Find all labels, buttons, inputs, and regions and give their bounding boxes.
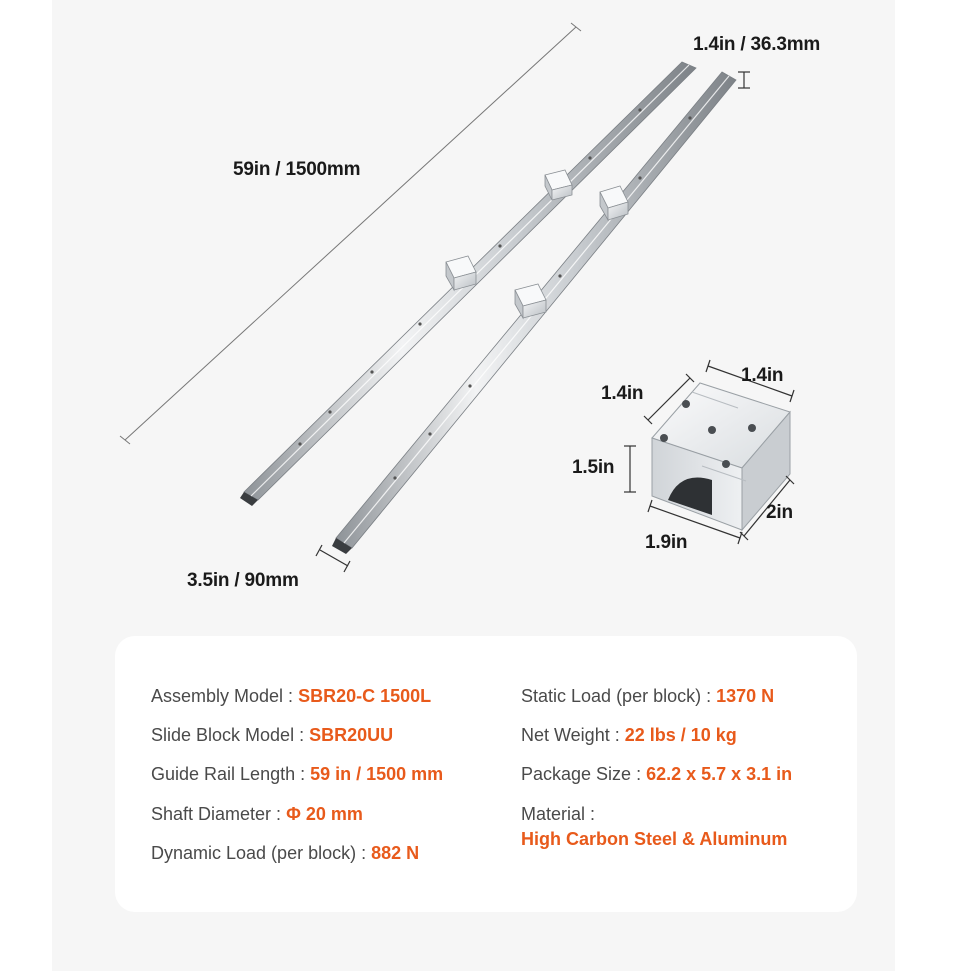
block-top-width-label: 1.4in (741, 365, 784, 386)
specifications-card (115, 636, 857, 912)
spec-guide-rail-length: Guide Rail Length : 59 in / 1500 mm (151, 764, 444, 784)
slide-block-2 (446, 256, 476, 290)
spec-dynamic-load: Dynamic Load (per block) : 882 N (151, 843, 420, 863)
spec-assembly-model: Assembly Model : SBR20-C 1500L (151, 686, 432, 706)
block-width-label: 1.9in (645, 532, 688, 553)
rail-height-marker (738, 72, 750, 88)
spec-slide-block-model: Slide Block Model : SBR20UU (151, 725, 394, 745)
spec-net-weight: Net Weight : 22 lbs / 10 kg (521, 725, 737, 745)
block-top-depth-label: 1.4in (601, 383, 644, 404)
block-length-label: 2in (766, 502, 793, 523)
spec-package-size: Package Size : 62.2 x 5.7 x 3.1 in (521, 764, 793, 784)
rail-spacing-label: 3.5in / 90mm (187, 570, 299, 591)
spec-shaft-diameter: Shaft Diameter : Φ 20 mm (151, 804, 363, 824)
slide-block-4 (515, 284, 546, 318)
spec-static-load: Static Load (per block) : 1370 N (521, 686, 775, 706)
rail-length-label: 59in / 1500mm (233, 159, 361, 180)
rail-height-label: 1.4in / 36.3mm (693, 34, 821, 55)
block-height-label: 1.5in (572, 457, 615, 478)
spec-material-label: Material : (521, 804, 596, 824)
spec-material-value: High Carbon Steel & Aluminum (521, 829, 788, 849)
